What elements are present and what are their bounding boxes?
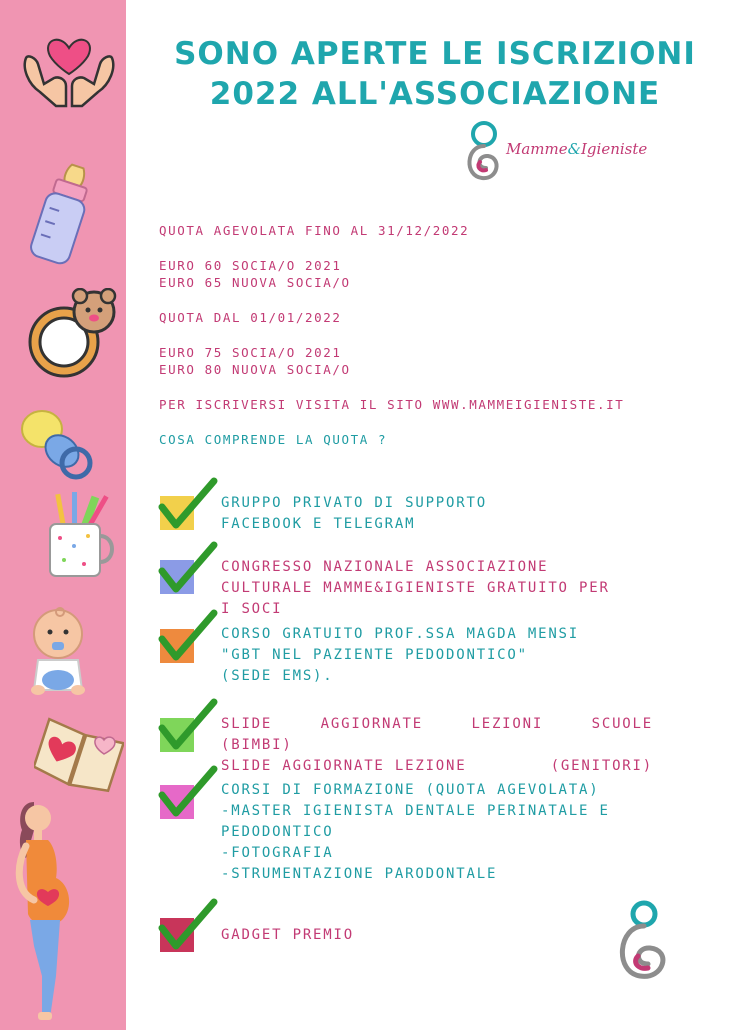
- item-line: I SOCI: [221, 601, 283, 617]
- item-line: (SEDE EMS).: [221, 668, 334, 684]
- word: SLIDE AGGIORNATE LEZIONE: [221, 758, 467, 774]
- item-line: PEDODONTICO: [221, 824, 334, 840]
- euro-60-text: EURO 60 SOCIA/O 2021: [159, 258, 342, 273]
- pacifier-icon: [18, 405, 96, 481]
- euro-80-text: EURO 80 NUOVA SOCIA/O: [159, 362, 351, 377]
- item-line: FACEBOOK E TELEGRAM: [221, 516, 416, 532]
- euro-65-text: EURO 65 NUOVA SOCIA/O: [159, 275, 351, 290]
- check-icon: [158, 698, 218, 754]
- iscriversi-text: PER ISCRIVERSI VISITA IL SITO WWW.MAMMEIGIENISTE.IT: [159, 397, 625, 412]
- check-icon: [158, 477, 218, 533]
- hands-heart-icon: [20, 28, 118, 112]
- item-line: [221, 756, 653, 777]
- word: LEZIONI: [471, 716, 544, 732]
- quota-dal-text: QUOTA DAL 01/01/2022: [159, 310, 342, 325]
- item-line: CULTURALE MAMME&IGIENISTE GRATUITO PER: [221, 580, 610, 596]
- logo-text: [506, 140, 647, 158]
- teether-ring-icon: [24, 288, 120, 384]
- item-corsi-formazione: [221, 780, 661, 885]
- title-line-1: SONO APERTE LE ISCRIZIONI: [174, 36, 696, 72]
- item-line: CORSO GRATUITO PROF.SSA MAGDA MENSI: [221, 626, 580, 642]
- logo-text-mamme: Mamme: [506, 140, 568, 158]
- item-line: CONGRESSO NAZIONALE ASSOCIAZIONE: [221, 559, 549, 575]
- book-heart-icon: [34, 714, 124, 794]
- item-congresso: [221, 557, 661, 620]
- check-icon: [158, 898, 218, 954]
- baby-bottle-icon: [22, 160, 102, 270]
- word: SCUOLE: [591, 716, 653, 732]
- item-line: -FOTOGRAFIA: [221, 845, 334, 861]
- item-line: GADGET PREMIO: [221, 927, 354, 943]
- check-icon: [158, 541, 218, 597]
- word: SLIDE: [221, 716, 273, 732]
- logo-text-amp: &: [567, 140, 581, 158]
- euro-75-text: EURO 75 SOCIA/O 2021: [159, 345, 342, 360]
- check-icon: [158, 765, 218, 821]
- logo-mark-icon: [460, 118, 504, 182]
- item-slide: [221, 714, 661, 777]
- pencil-cup-icon: [44, 490, 120, 580]
- logo-text-igieniste: Igieniste: [581, 140, 648, 158]
- item-gruppo-privato: [221, 493, 661, 535]
- comprende-text: COSA COMPRENDE LA QUOTA ?: [159, 432, 388, 447]
- item-line: -MASTER IGIENISTA DENTALE PERINATALE E: [221, 803, 610, 819]
- item-line: [221, 714, 653, 735]
- pregnant-woman-icon: [4, 796, 84, 1024]
- item-line: "GBT NEL PAZIENTE PEDODONTICO": [221, 647, 528, 663]
- sidebar: [0, 0, 126, 1030]
- item-line: GRUPPO PRIVATO DI SUPPORTO: [221, 495, 487, 511]
- quota-agevolata-text: QUOTA AGEVOLATA FINO AL 31/12/2022: [159, 223, 470, 238]
- title-line-2: 2022 ALL'ASSOCIAZIONE: [209, 76, 661, 112]
- check-icon: [158, 609, 218, 665]
- bottom-logo-icon: [608, 898, 678, 980]
- item-line: CORSI DI FORMAZIONE (QUOTA AGEVOLATA): [221, 782, 600, 798]
- mamme-igieniste-logo: [460, 118, 660, 188]
- page-title: [140, 34, 729, 114]
- item-gadget-premio: [221, 925, 661, 946]
- baby-icon: [24, 604, 94, 698]
- word: (GENITORI): [550, 758, 653, 774]
- item-line: -STRUMENTAZIONE PARODONTALE: [221, 866, 498, 882]
- item-line: (BIMBI): [221, 737, 293, 753]
- word: AGGIORNATE: [320, 716, 423, 732]
- item-corso-gratuito: [221, 624, 661, 687]
